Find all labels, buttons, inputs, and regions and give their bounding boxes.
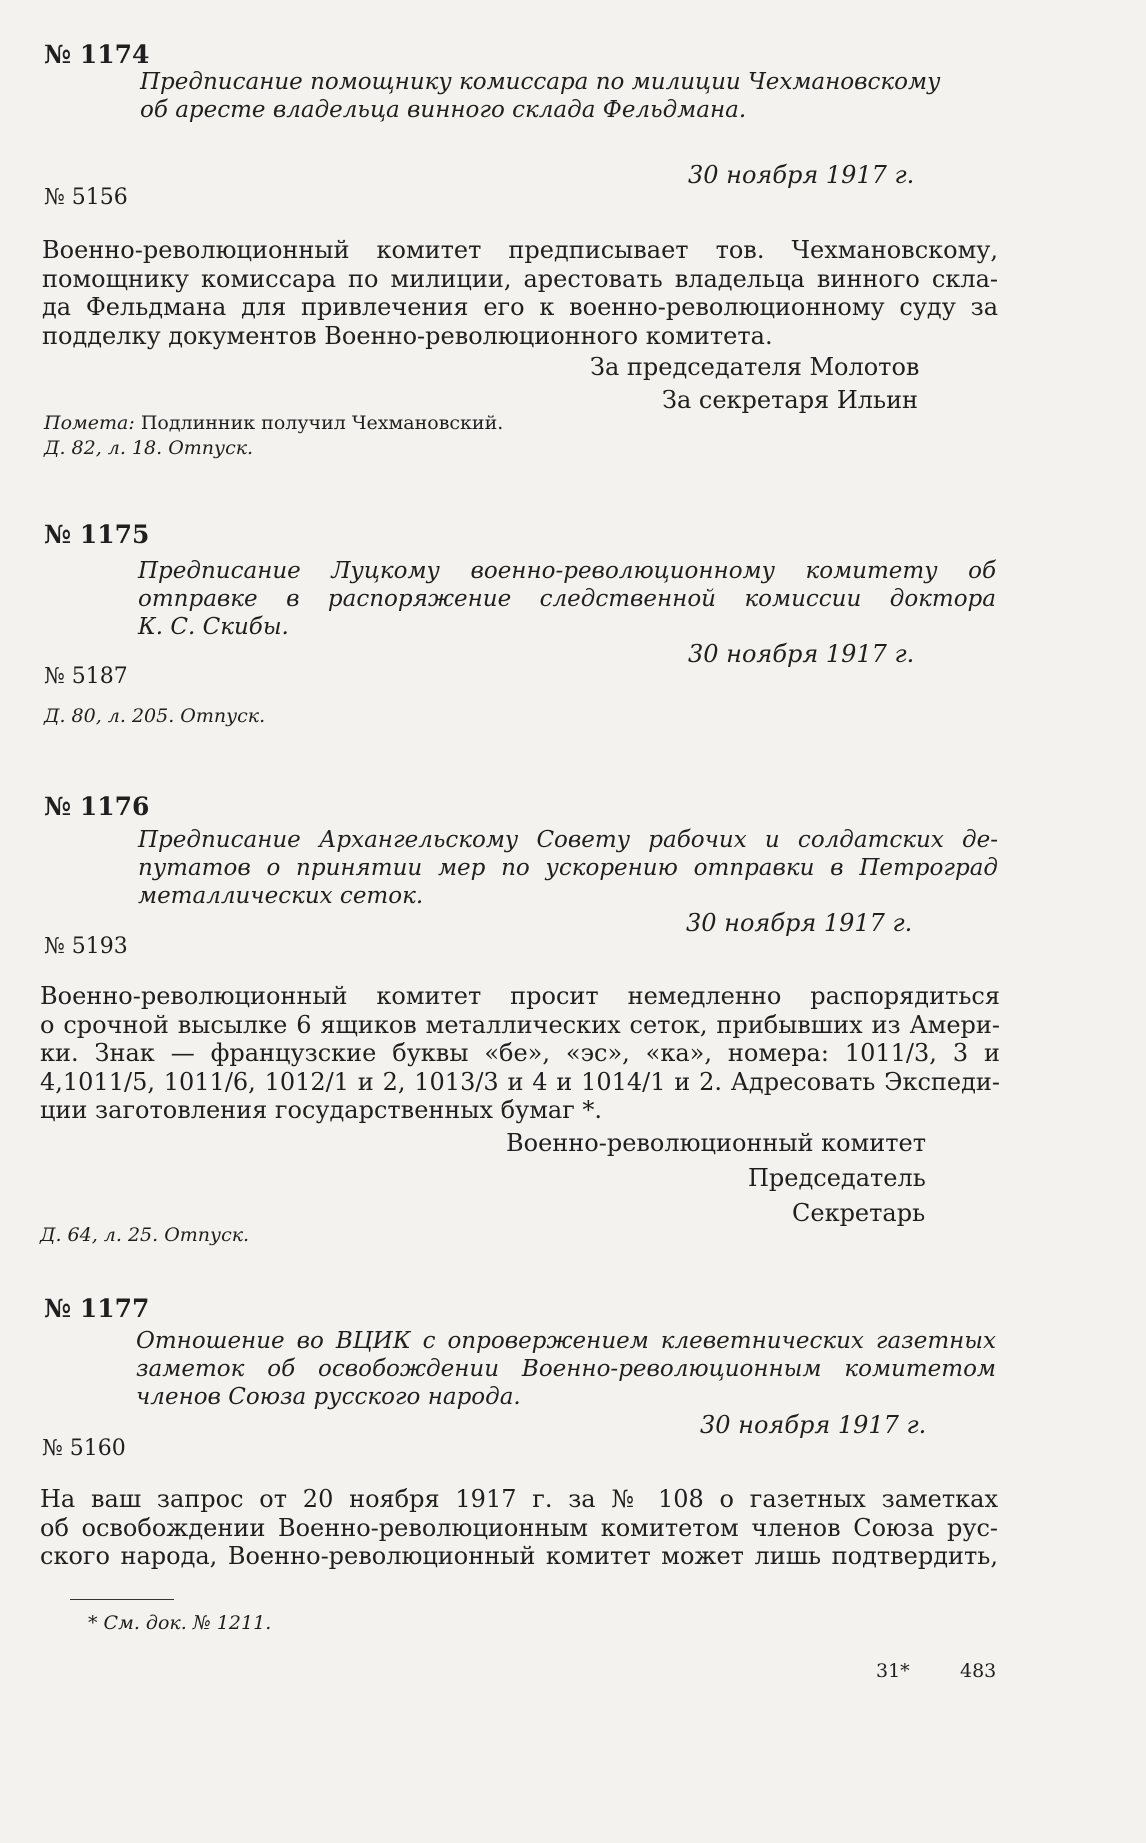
page-number: 483: [960, 1660, 997, 1682]
doc-date: 30 ноября 1917 г.: [686, 909, 913, 937]
title-line: Предписание помощнику комиссара по милиции Чехмановскому: [140, 69, 941, 95]
body-line: ки. Знак — французские буквы «бе», «эс», «ка», номера: 1011/3, 3 и: [40, 1039, 1000, 1067]
signature-line: За секретаря Ильин: [662, 386, 919, 414]
doc-number: № 1176: [44, 792, 150, 821]
archive-ref: Д. 64, л. 25. Отпуск.: [40, 1224, 250, 1246]
title-line: К. С. Скибы.: [138, 614, 289, 640]
doc-date: 30 ноября 1917 г.: [688, 161, 915, 189]
doc-body: [42, 236, 998, 350]
signature-line: Военно-революционный комитет: [506, 1129, 926, 1157]
title-line: металлических сеток.: [138, 883, 424, 909]
title-line: Отношение во ВЦИК с опровержением клеветнических газетных: [136, 1328, 996, 1354]
doc-body: [40, 1485, 998, 1571]
doc-body: [40, 982, 1000, 1125]
title-line: членов Союза русского народа.: [136, 1384, 521, 1410]
footnote: * См. док. № 1211.: [88, 1612, 272, 1634]
doc-mark: [44, 412, 503, 434]
body-line: Военно-революционный комитет предписывает тов. Чехмановскому,: [42, 236, 998, 264]
body-line: о срочной высылке 6 ящиков металлических сеток, прибывших из Амери-: [40, 1010, 1000, 1039]
body-line: ции заготовления государственных бумаг *.: [40, 1096, 603, 1124]
signature-line: Секретарь: [792, 1199, 926, 1227]
body-line: да Фельдмана для привлечения его к военно-революционному суду за: [42, 293, 998, 321]
title-line: отправке в распоряжение следственной комиссии доктора: [138, 586, 996, 612]
title-line: об аресте владельца винного склада Фельдмана.: [140, 97, 747, 123]
title-line: Предписание Луцкому военно-революционному комитету об: [138, 558, 996, 584]
body-line: Военно-революционный комитет просит немедленно распорядиться: [40, 982, 1000, 1010]
mark-text: Подлинник получил Чехмановский.: [140, 412, 504, 434]
body-line: подделку документов Военно-революционного комитета.: [42, 321, 773, 350]
reg-number: № 5187: [44, 664, 128, 689]
title-line: Предписание Архангельскому Совету рабочих и солдатских де-: [138, 827, 998, 853]
doc-number: № 1177: [44, 1294, 150, 1323]
archive-ref: Д. 82, л. 18. Отпуск.: [44, 437, 254, 459]
signature-mark: 31*: [876, 1660, 910, 1682]
doc-title: [138, 557, 996, 641]
doc-title: [138, 826, 998, 910]
doc-date: 30 ноября 1917 г.: [688, 640, 915, 668]
body-line: помощнику комиссара по милиции, арестовать владельца винного скла-: [42, 264, 998, 293]
doc-number: № 1175: [44, 520, 150, 549]
title-line: заметок об освобождении Военно-революционным комитетом: [136, 1356, 996, 1382]
reg-number: № 5160: [42, 1436, 126, 1461]
body-line: На ваш запрос от 20 ноября 1917 г. за № 108 о газетных заметках: [40, 1485, 998, 1513]
footnote-rule: [70, 1599, 174, 1600]
signature-line: Председатель: [748, 1164, 926, 1192]
body-line: об освобождении Военно-революционным комитетом членов Союза рус-: [40, 1513, 998, 1542]
reg-number: № 5193: [44, 934, 128, 959]
body-line: 4,1011/5, 1011/6, 1012/1 и 2, 1013/3 и 4 и 1014/1 и 2. Адресовать Экспеди-: [40, 1067, 1000, 1096]
title-line: путатов о принятии мер по ускорению отправки в Петроград: [138, 855, 998, 881]
doc-title: [140, 68, 998, 124]
body-line: ского народа, Военно-революционный комитет может лишь подтвердить,: [40, 1542, 998, 1570]
archive-ref: Д. 80, л. 205. Отпуск.: [44, 705, 266, 727]
doc-title: [136, 1327, 996, 1411]
doc-number: № 1174: [44, 40, 150, 69]
mark-label: Помета:: [44, 412, 135, 434]
signature-line: За председателя Молотов: [590, 353, 920, 381]
reg-number: № 5156: [44, 185, 128, 210]
doc-date: 30 ноября 1917 г.: [700, 1411, 927, 1439]
